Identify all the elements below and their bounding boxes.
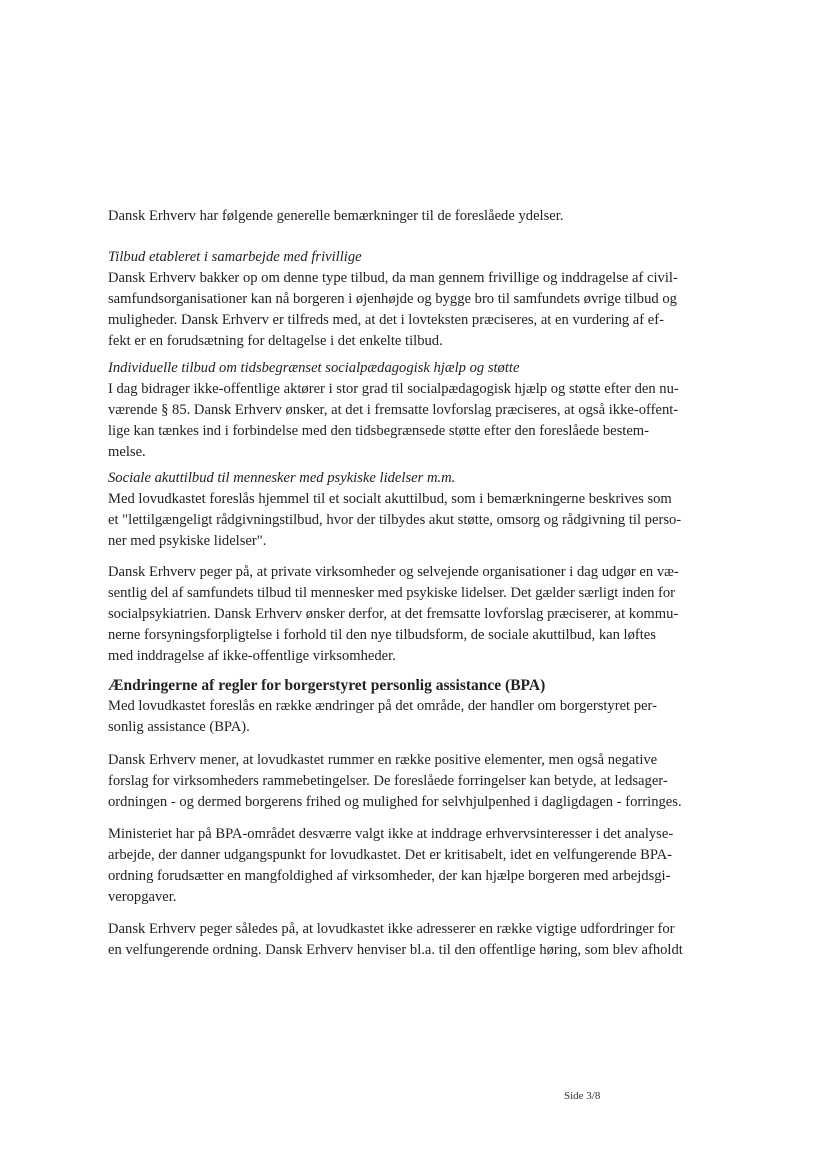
- body-line: Ministeriet har på BPA-området desværre valgt ikke at inddrage erhvervsinteresser i det analyse-: [108, 826, 674, 842]
- body-line: en velfungerende ordning. Dansk Erhverv henviser bl.a. til den offentlige høring, som blev afholdt: [108, 942, 683, 958]
- bpa-paragraph-1: [108, 750, 713, 813]
- section-socialpaedagogisk: [108, 358, 713, 463]
- body-line: værende § 85. Dansk Erhverv ønsker, at det i fremsatte lovforslag præciseres, at også ikke-offent-: [108, 402, 679, 418]
- body-line: ordningen - og dermed borgerens frihed og mulighed for selvhjulpenhed i dagligdagen - forringes.: [108, 794, 682, 810]
- body-line: I dag bidrager ikke-offentlige aktører i stor grad til socialpædagogisk hjælp og støtte efter den nu-: [108, 381, 679, 397]
- body-line: nerne forsyningsforpligtelse i forhold til den nye tilbudsform, de sociale akuttilbud, kan løftes: [108, 627, 656, 643]
- body-line: Dansk Erhverv mener, at lovudkastet rummer en række positive elementer, men også negative: [108, 752, 658, 768]
- body-line: veropgaver.: [108, 889, 177, 905]
- body-line: Dansk Erhverv bakker op om denne type tilbud, da man gennem frivillige og inddragelse af civil-: [108, 270, 678, 286]
- body-line: sonlig assistance (BPA).: [108, 719, 250, 735]
- section-heading: Sociale akuttilbud til mennesker med psykiske lidelser m.m.: [108, 470, 456, 486]
- intro-paragraph: [108, 206, 713, 227]
- body-line: Dansk Erhverv peger på, at private virksomheder og selvejende organisationer i dag udgør en væ-: [108, 564, 679, 580]
- bpa-heading: Ændringerne af regler for borgerstyret personlig assistance (BPA): [108, 677, 546, 694]
- paragraph-akut: [108, 562, 713, 667]
- body-line: arbejde, der danner udgangspunkt for lovudkastet. Det er kritisabelt, idet en velfungerende BPA-: [108, 847, 672, 863]
- body-line: fekt er en forudsætning for deltagelse i det enkelte tilbud.: [108, 333, 443, 349]
- body-line: sentlig del af samfundets tilbud til mennesker med psykiske lidelser. Det gælder særligt inden for: [108, 585, 676, 601]
- bpa-paragraph-3: [108, 919, 713, 961]
- body-line: muligheder. Dansk Erhverv er tilfreds med, at det i lovteksten præciseres, at en vurdering af ef-: [108, 312, 664, 328]
- body-line: ordning forudsætter en mangfoldighed af virksomheder, der kan hjælpe borgeren med arbejdsgi-: [108, 868, 671, 884]
- body-line: Med lovudkastet foreslås hjemmel til et socialt akuttilbud, som i bemærkningerne beskrives som: [108, 491, 672, 507]
- section-heading: Individuelle tilbud om tidsbegrænset socialpædagogisk hjælp og støtte: [108, 360, 520, 376]
- body-line: lige kan tænkes ind i forbindelse med den tidsbegrænsede støtte efter den foreslåede bestem-: [108, 423, 650, 439]
- body-line: forslag for virksomheders rammebetingelser. De foreslåede forringelser kan betyde, at ledsager-: [108, 773, 668, 789]
- bpa-paragraph-2: [108, 824, 713, 908]
- body-line: Dansk Erhverv peger således på, at lovudkastet ikke adresserer en række vigtige udfordringer for: [108, 921, 675, 937]
- body-line: samfundsorganisationer kan nå borgeren i øjenhøjde og bygge bro til samfundets øvrige tilbud og: [108, 291, 677, 307]
- page-number: Side 3/8: [564, 1090, 601, 1102]
- body-line: melse.: [108, 444, 146, 460]
- section-akuttilbud: [108, 468, 713, 552]
- section-heading: Tilbud etableret i samarbejde med frivillige: [108, 249, 362, 265]
- body-line: ner med psykiske lidelser".: [108, 533, 267, 549]
- body-line: med inddragelse af ikke-offentlige virksomheder.: [108, 648, 396, 664]
- section-bpa: [108, 675, 713, 738]
- body-line: et "lettilgængeligt rådgivningstilbud, hvor der tilbydes akut støtte, omsorg og rådgivning til perso-: [108, 512, 682, 528]
- body-line: Med lovudkastet foreslås en række ændringer på det område, der handler om borgerstyret per-: [108, 698, 657, 714]
- intro-text: Dansk Erhverv har følgende generelle bemærkninger til de foreslåede ydelser.: [108, 208, 564, 224]
- body-line: socialpsykiatrien. Dansk Erhverv ønsker derfor, at det fremsatte lovforslag præciserer, at kommu-: [108, 606, 679, 622]
- section-frivillige: [108, 247, 713, 352]
